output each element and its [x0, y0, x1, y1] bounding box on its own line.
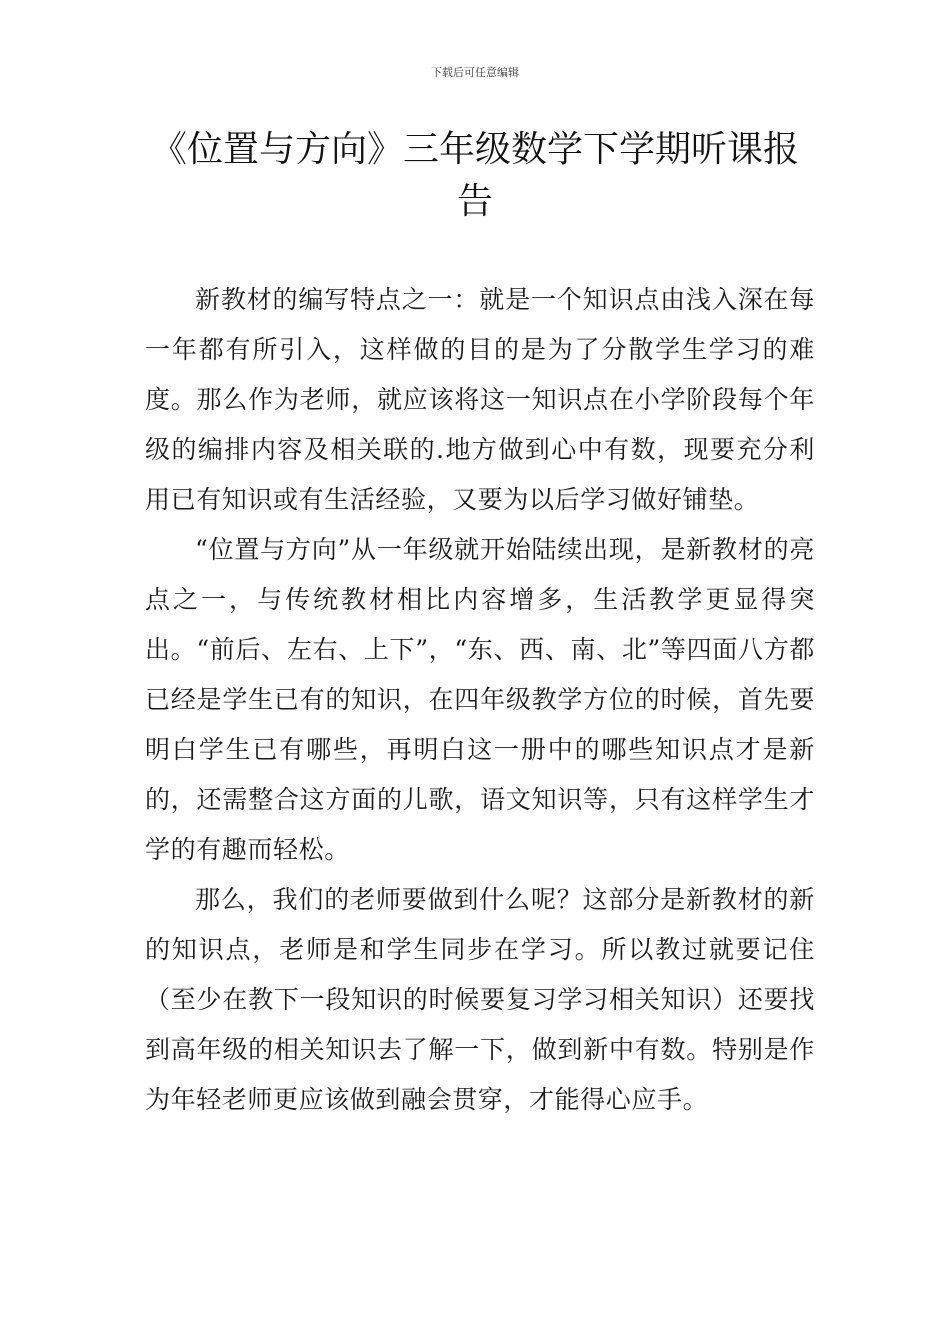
header-note: 下载后可任意编辑 — [431, 66, 519, 79]
paragraph-2: “位置与方向”从一年级就开始陆续出现，是新教材的亮点之一，与传统教材相比内容增多，生活教学更显得突出。“前后、左右、上下”，“东、西、南、北”等四面八方都已经是学生已有的知识，在四年级教学方位的时候，首先要明白学生已有哪些，再明白这一册中的哪些知识点才是新的，还需整合这方面的儿歌，语文知识等，只有这样学生才学的有趣而轻松。 — [145, 535, 815, 864]
paragraph-1: 新教材的编写特点之一：就是一个知识点由浅入深在每一年都有所引入，这样做的目的是为了分散学生学习的难度。那么作为老师，就应该将这一知识点在小学阶段每个年级的编排内容及相关联的.地方做到心中有数，现要充分利用已有知识或有生活经验，又要为以后学习做好铺垫。 — [145, 285, 815, 514]
document-body — [145, 275, 815, 1125]
paragraph-3: 那么，我们的老师要做到什么呢？这部分是新教材的新的知识点，老师是和学生同步在学习。所以教过就要记住（至少在教下一段知识的时候要复习学习相关知识）还要找到高年级的相关知识去了解一下，做到新中有数。特别是作为年轻老师更应该做到融会贯穿，才能得心应手。 — [145, 885, 815, 1114]
document-title: 《位置与方向》三年级数学下学期听课报告 — [150, 129, 799, 222]
